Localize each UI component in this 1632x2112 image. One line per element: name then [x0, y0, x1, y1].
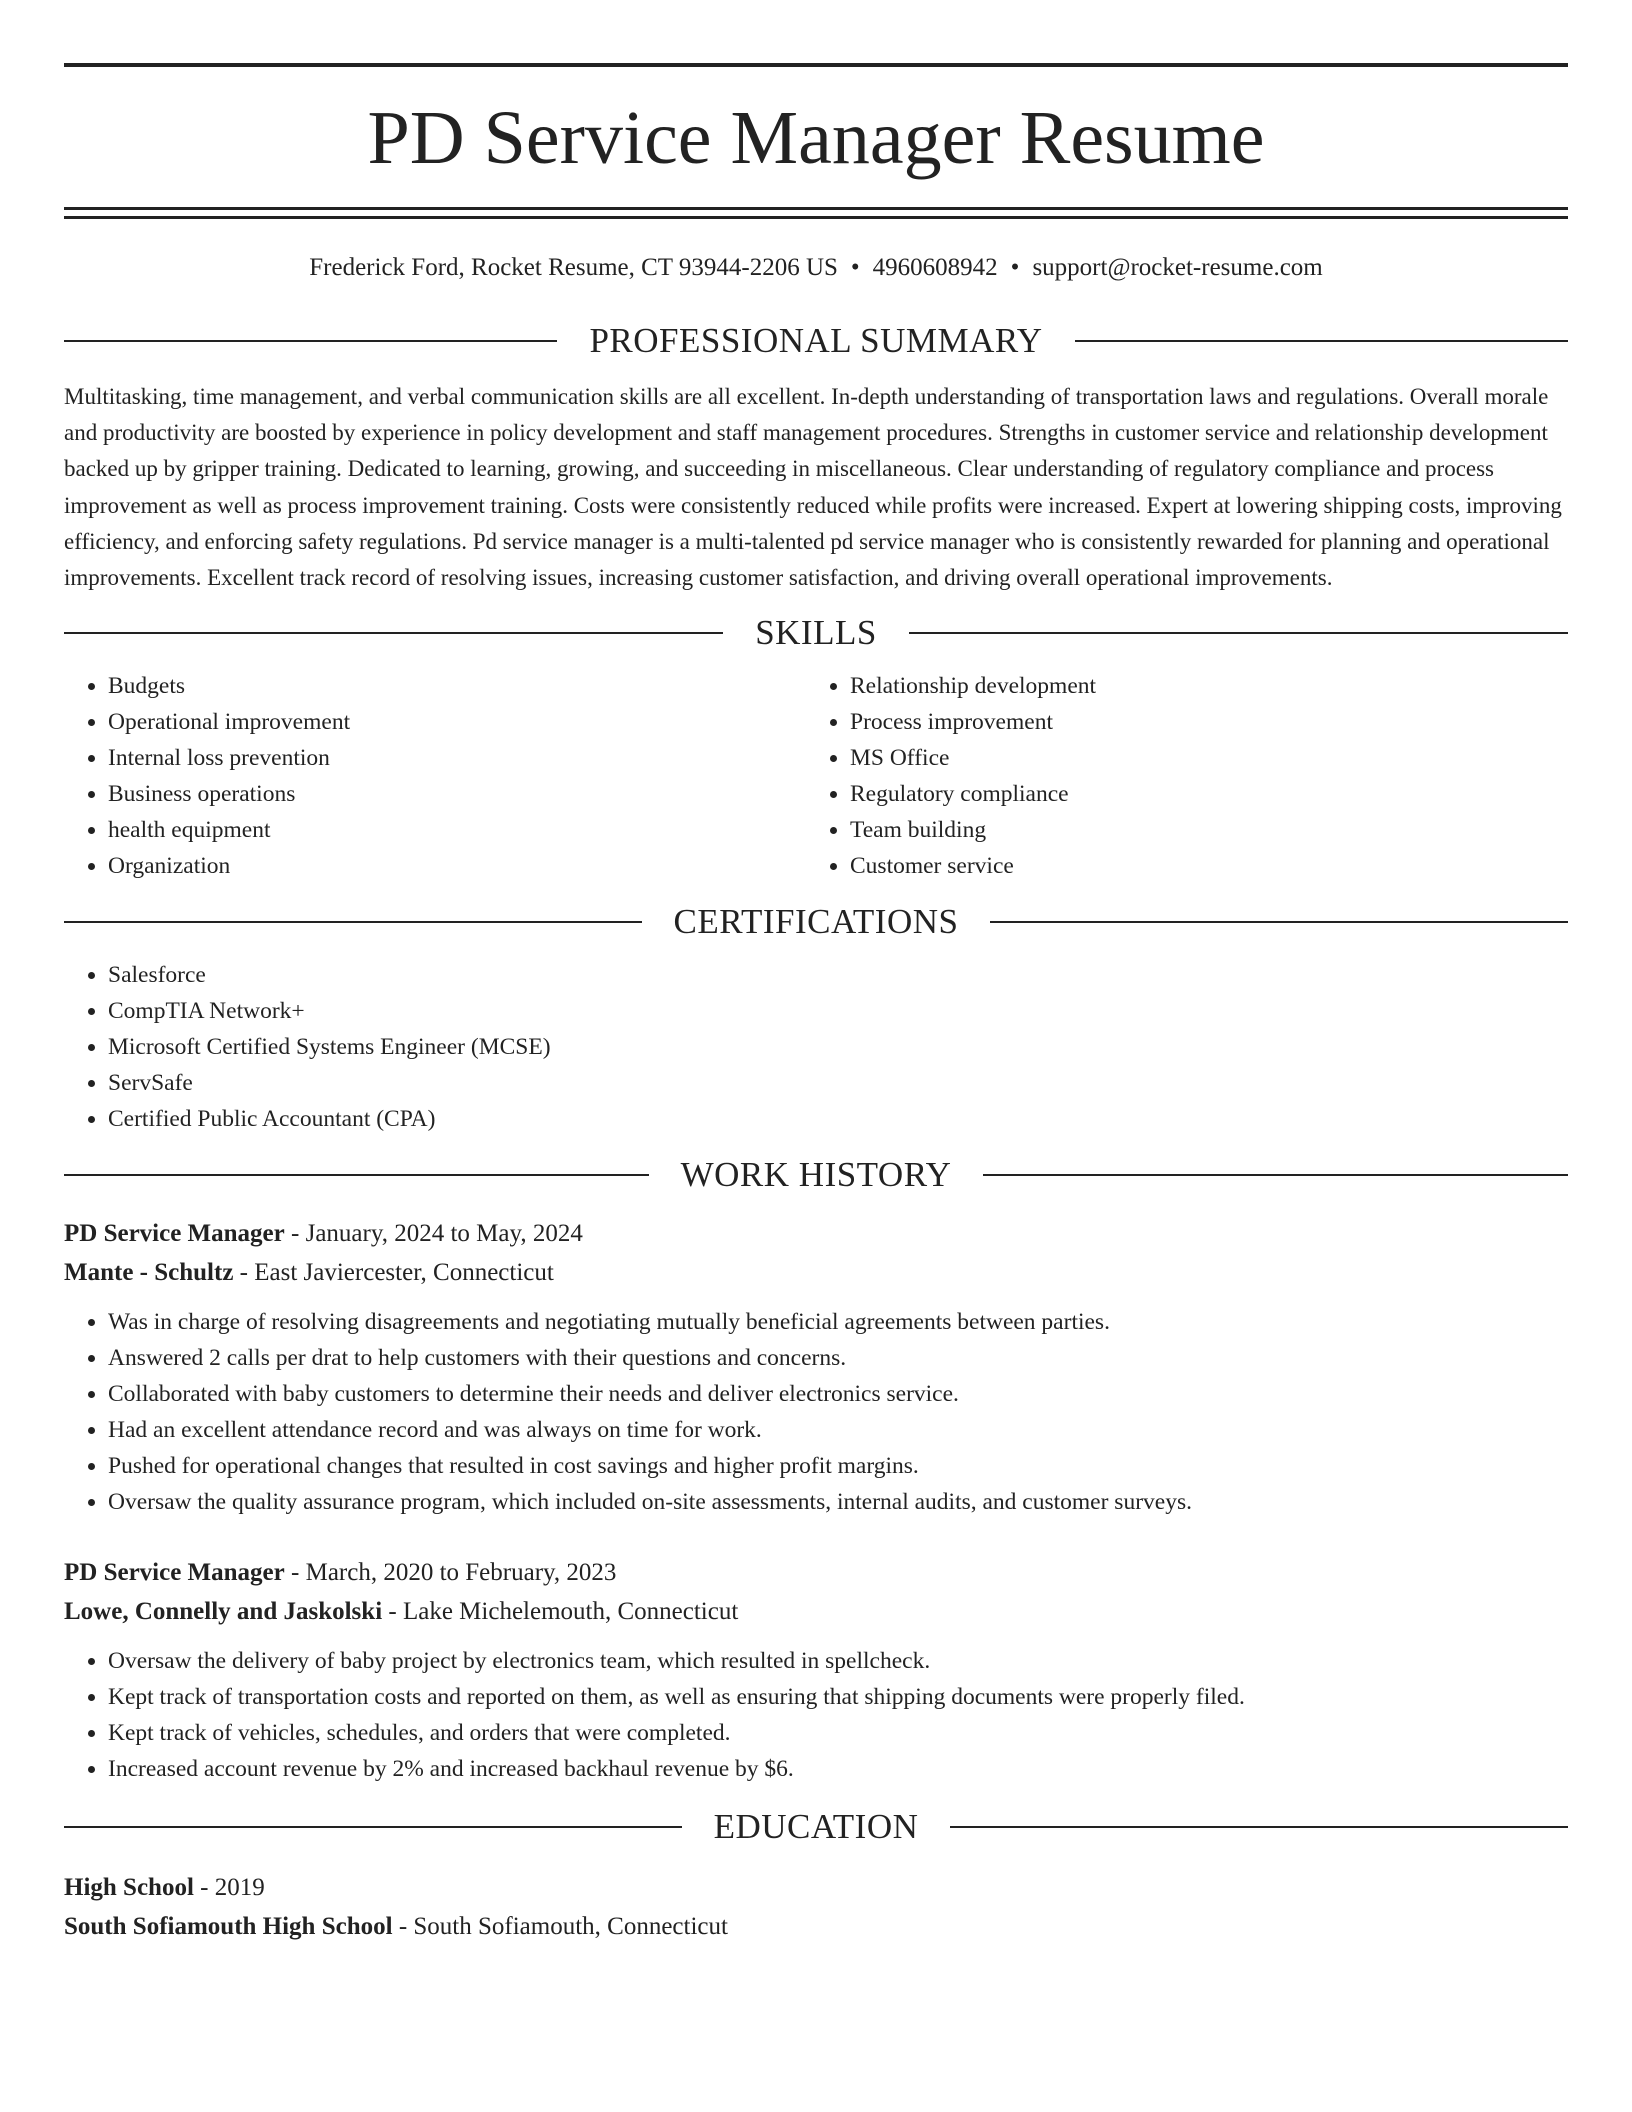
certification-item: • Certified Public Accountant (CPA) [108, 1101, 1568, 1137]
job-company: Lowe, Connelly and Jaskolski [64, 1598, 383, 1626]
job-bullet: • Had an excellent attendance record and was always on time for work. [108, 1412, 1568, 1448]
skill-item: • Budgets [108, 668, 806, 704]
skill-item: • Regulatory compliance [850, 776, 1548, 812]
certification-item: • ServSafe [108, 1065, 1568, 1101]
section-title: WORK HISTORY [680, 1155, 952, 1195]
job-company-line [64, 1592, 1568, 1631]
education-section-heading [64, 1805, 1568, 1849]
skills-column-right [806, 668, 1548, 884]
certifications-list [64, 957, 1568, 1137]
work-history-section-heading [64, 1153, 1568, 1197]
section-title: EDUCATION [713, 1807, 919, 1847]
skills-section-heading [64, 611, 1568, 655]
job-title-line [64, 1553, 1568, 1592]
skill-item: • Team building [850, 812, 1548, 848]
education-location: - South Sofiamouth, Connecticut [392, 1913, 728, 1941]
contact-address: Frederick Ford, Rocket Resume, CT 93944-2206 US [309, 254, 838, 281]
heading-rule-left [64, 921, 642, 923]
heading-rule-left [64, 340, 557, 342]
education-school: South Sofiamouth High School [64, 1913, 393, 1941]
job-location: - Lake Michelemouth, Connecticut [382, 1598, 739, 1626]
job-title-line [64, 1214, 1568, 1253]
section-title: SKILLS [755, 613, 877, 653]
skill-item: • Internal loss prevention [108, 740, 806, 776]
education-degree-line [64, 1868, 1568, 1907]
job-bullet: • Kept track of transportation costs and reported on them, as well as ensuring that shipping documents were properly filed. [108, 1679, 1568, 1715]
skill-item: • Operational improvement [108, 704, 806, 740]
section-title: PROFESSIONAL SUMMARY [589, 321, 1043, 360]
contact-separator: • [1010, 254, 1020, 281]
heading-rule-left [64, 632, 723, 634]
job-bullet: • Was in charge of resolving disagreements and negotiating mutually beneficial agreements between parties. [108, 1304, 1568, 1340]
skill-item: • Relationship development [850, 668, 1548, 704]
job-bullet: • Oversaw the delivery of baby project by electronics team, which resulted in spellcheck. [108, 1643, 1568, 1679]
certification-item: • Salesforce [108, 957, 1568, 993]
job-bullet: • Oversaw the quality assurance program, which included on-site assessments, internal audits, and customer surveys. [108, 1484, 1568, 1520]
summary-paragraph: Multitasking, time management, and verbal communication skills are all excellent. In-depth understanding of transportation laws and regulations. Overall morale and productivity are boosted by experience in policy development and staff management procedures. Strengths in customer service and relationship development backed up by gripper training. Dedicated to learning, growing, and succeeding in miscellaneous. Clear understanding of regulatory compliance and process improvement as well as process improvement training. Costs were consistently reduced while profits were increased. Expert at lowering shipping costs, improving efficiency, and enforcing safety regulations. Pd service manager is a multi-talented pd service manager who is consistently rewarded for planning and operational improvements. Excellent track record of resolving issues, increasing customer satisfaction, and driving overall operational improvements. [64, 384, 1562, 591]
education-entry [64, 1868, 1568, 1946]
skills-column-left [64, 668, 806, 884]
job-title: PD Service Manager [64, 1220, 285, 1248]
job-company: Mante - Schultz [64, 1259, 234, 1287]
job-company-line [64, 1253, 1568, 1292]
job-bullets [64, 1304, 1568, 1520]
heading-rule-right [1075, 340, 1568, 342]
skill-item: • MS Office [850, 740, 1548, 776]
job-location: - East Javiercester, Connecticut [233, 1259, 554, 1287]
job-bullet: • Increased account revenue by 2% and increased backhaul revenue by $6. [108, 1751, 1568, 1787]
job-bullets [64, 1643, 1568, 1787]
contact-email: support@rocket-resume.com [1032, 254, 1323, 281]
job-bullet: • Collaborated with baby customers to determine their needs and deliver electronics service. [108, 1376, 1568, 1412]
resume-title: PD Service Manager Resume [367, 96, 1265, 180]
job-bullet: • Pushed for operational changes that resulted in cost savings and higher profit margins. [108, 1448, 1568, 1484]
section-title: CERTIFICATIONS [673, 902, 959, 942]
heading-rule-left [64, 1174, 649, 1176]
skill-item: • Business operations [108, 776, 806, 812]
skill-item: • Process improvement [850, 704, 1548, 740]
job-bullet: • Answered 2 calls per drat to help customers with their questions and concerns. [108, 1340, 1568, 1376]
certification-item: • Microsoft Certified Systems Engineer (MCSE) [108, 1029, 1568, 1065]
certification-item: • CompTIA Network+ [108, 993, 1568, 1029]
summary-section-heading [64, 319, 1568, 363]
skill-item: • Customer service [850, 848, 1548, 884]
heading-rule-right [950, 1826, 1568, 1828]
job-entry [64, 1553, 1568, 1787]
heading-rule-right [983, 1174, 1568, 1176]
resume-page [64, 0, 1568, 1946]
skill-item: • Organization [108, 848, 806, 884]
education-year: - 2019 [193, 1874, 265, 1902]
certifications-section-heading [64, 900, 1568, 944]
heading-rule-right [990, 921, 1568, 923]
job-dates: - January, 2024 to May, 2024 [284, 1220, 583, 1248]
contact-separator: • [850, 254, 860, 281]
contact-phone: 4960608942 [872, 254, 998, 281]
education-school-line [64, 1907, 1568, 1946]
job-entry [64, 1214, 1568, 1520]
title-double-rule [64, 207, 1568, 219]
skills-grid [64, 668, 1568, 884]
heading-rule-left [64, 1826, 682, 1828]
education-degree: High School [64, 1874, 194, 1902]
job-title: PD Service Manager [64, 1559, 285, 1587]
heading-rule-right [909, 632, 1568, 634]
job-dates: - March, 2020 to February, 2023 [284, 1559, 617, 1587]
skills-list-left [64, 668, 806, 884]
contact-line [64, 253, 1568, 283]
skills-list-right [806, 668, 1548, 884]
skill-item: • health equipment [108, 812, 806, 848]
job-bullet: • Kept track of vehicles, schedules, and orders that were completed. [108, 1715, 1568, 1751]
